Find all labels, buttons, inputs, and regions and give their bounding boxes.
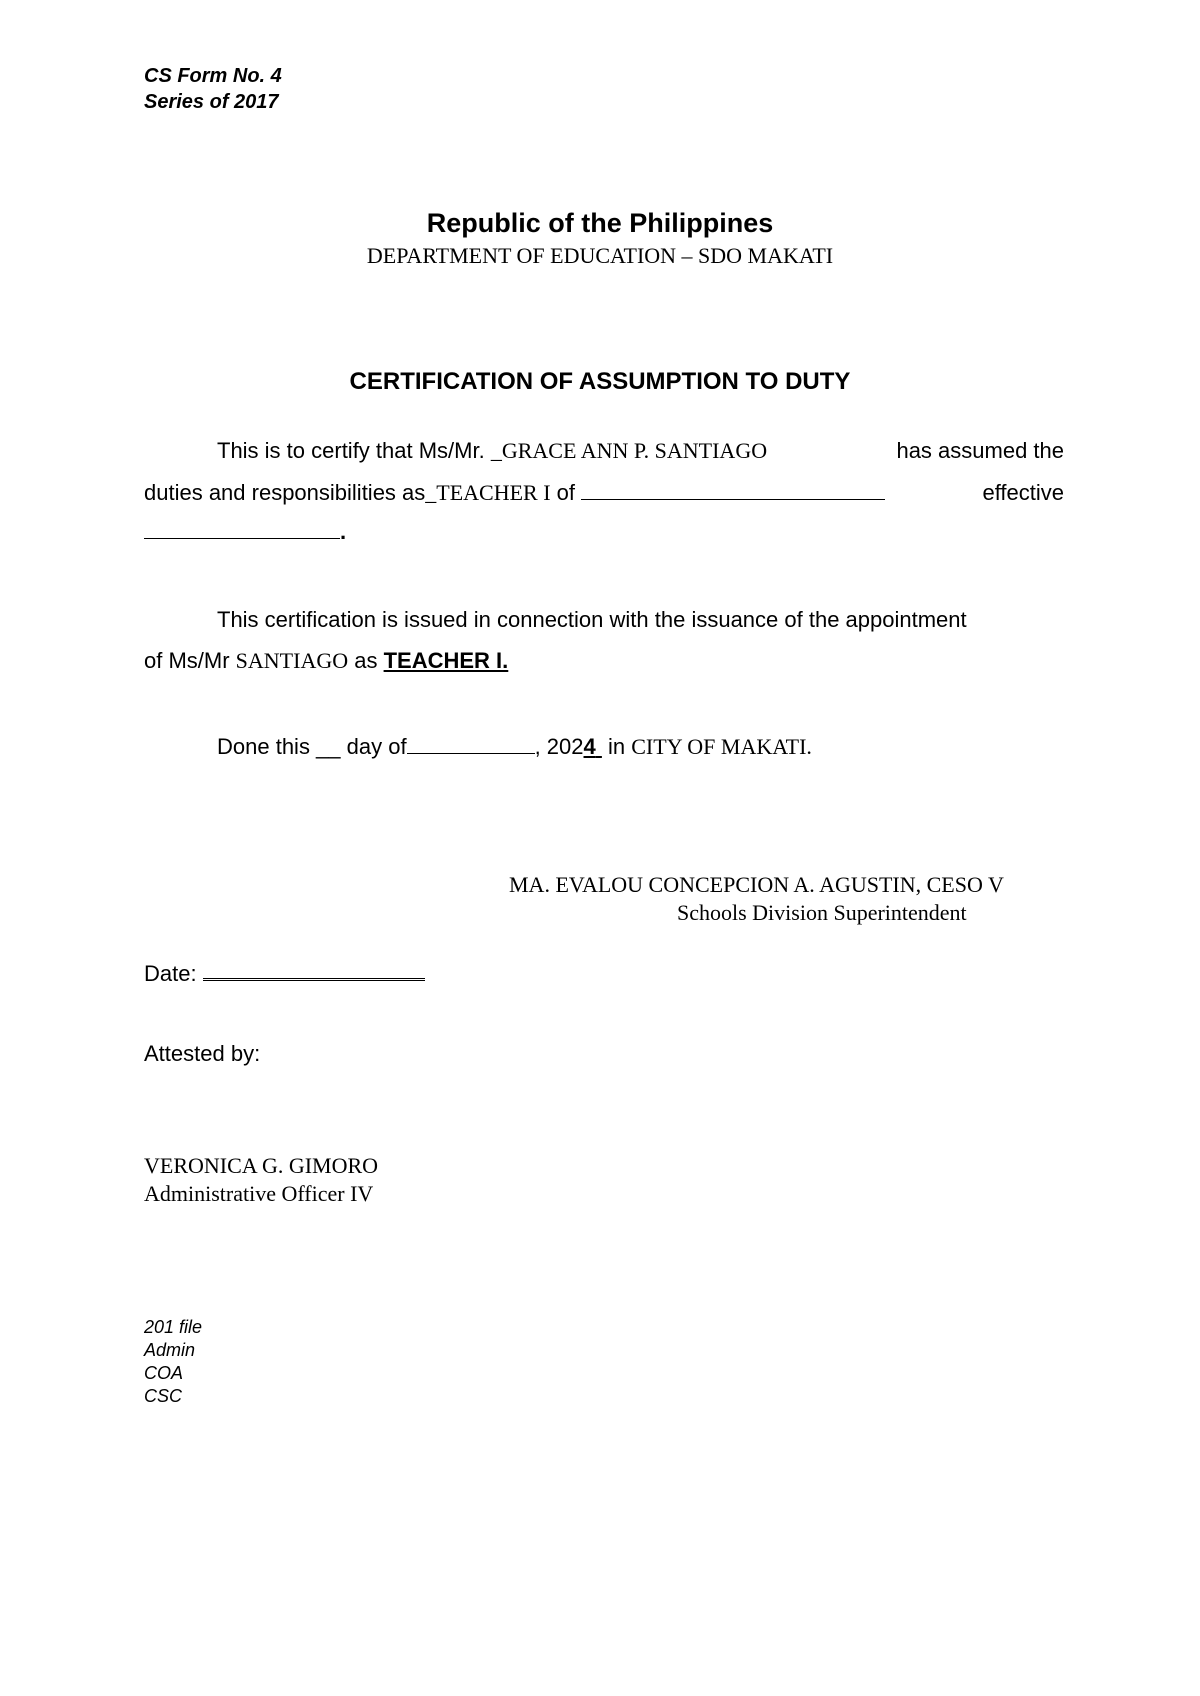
month-blank[interactable] [407,733,535,754]
paragraph2-as: as [348,648,384,673]
employee-position: _TEACHER I [425,480,551,505]
paragraph1-line3 [144,518,346,545]
paragraph1-effective: effective [982,480,1064,505]
comma-year-text: , 202 [534,734,584,759]
year-digit: 4 [583,734,596,759]
employee-name: _GRACE ANN P. SANTIAGO [490,438,768,463]
paragraph2-text: This certification is issued in connection with the issuance of the appointment [217,607,967,632]
date-line [144,958,425,987]
form-series: Series of 2017 [144,91,279,113]
date-label: Date: [144,961,197,986]
in-text: in [601,734,632,759]
paragraph1-period: . [340,519,347,544]
distribution-item: 201 file [144,1317,203,1337]
effective-date-blank[interactable] [144,518,340,539]
paragraph1-of: of [550,480,582,505]
paragraph1-line1 [144,438,1064,464]
paragraph2-line2 [144,648,508,674]
letterhead-country: Republic of the Philippines [426,208,774,238]
paragraph2-surname: SANTIAGO [235,648,349,673]
signatory-title: Schools Division Superintendent [677,900,967,925]
paragraph1-mid: has assumed the [896,438,1064,463]
distribution-item: Admin [144,1340,196,1360]
school-blank[interactable] [581,479,885,500]
distribution-item: CSC [144,1386,183,1406]
paragraph1-intro: This is to certify that Ms/Mr. [217,438,491,463]
document-title: CERTIFICATION OF ASSUMPTION TO DUTY [349,368,851,395]
distribution-list [144,1316,202,1408]
signatory-name: MA. EVALOU CONCEPCION A. AGUSTIN, CESO V [509,872,1004,897]
letterhead-department: DEPARTMENT OF EDUCATION – SDO MAKATI [366,243,834,268]
paragraph2-position: TEACHER I. [383,648,509,673]
distribution-item: COA [144,1363,184,1383]
paragraph3-line [217,733,812,760]
attested-label: Attested by: [144,1041,261,1066]
date-blank[interactable] [203,958,425,981]
paragraph1-line2 [144,479,1064,506]
city-name: CITY OF MAKATI. [631,734,812,759]
done-this-text: Done this __ day of [217,734,407,759]
attester-title: Administrative Officer IV [144,1181,374,1206]
paragraph1-duties: duties and responsibilities as [144,480,426,505]
form-number: CS Form No. 4 [144,65,282,87]
paragraph2-ms: of Ms/Mr [144,648,236,673]
paragraph2-line1 [144,607,1064,633]
attester-name: VERONICA G. GIMORO [144,1153,379,1178]
